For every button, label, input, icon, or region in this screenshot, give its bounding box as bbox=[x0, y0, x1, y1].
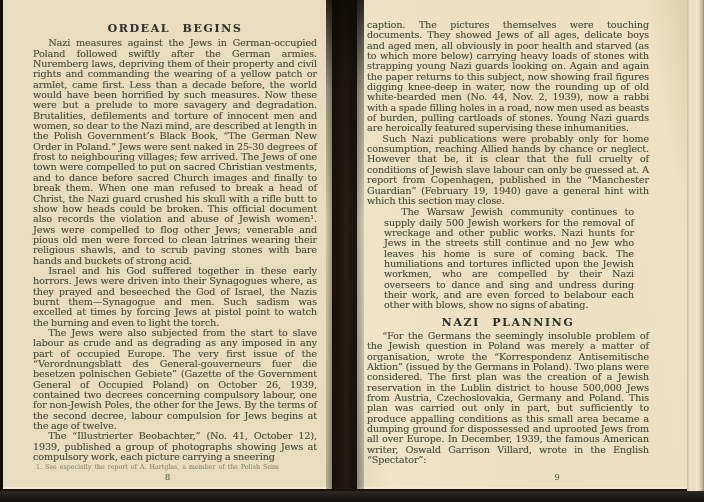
book-bottom-edge bbox=[0, 491, 704, 502]
right-page-number: 9 bbox=[554, 472, 560, 483]
left-page-number: 8 bbox=[164, 472, 171, 483]
book-left-edge bbox=[0, 0, 3, 491]
footnote: 1. See especially the report of A. Hartglas, a member of the Polish Seim bbox=[36, 464, 280, 471]
left-page-paragraph: The Jews were also subjected from the start to slave labour as crude and as degrading as any imposed in any part of occupied Europe. The very first issue of the “Verordnungsblatt des General-gouverneurs fuer die besetzen polnischen Gebiete” (Gazette of the Government General of Occupied Poland) on October 26, 1939, contained two decrees concerning compulsory labour, one for non-Jewish Poles, the other for the Jews. By the terms of the second decree, labour compulsion for Jews begins at the age of twelve. bbox=[33, 327, 317, 433]
book-page-edges bbox=[687, 0, 704, 491]
left-page-paragraph: The “Illustrierter Beobachter,” (No. 41, October 12), 1939, published a group of photographs showing Jews at compulsory work, each picture carrying a sneering bbox=[33, 431, 317, 464]
left-page-paragraph: Israel and his God suffered together in these early horrors. Jews were driven into their Synagogues where, as they prayed and beseeched the God of Israel, the Nazis burnt them—Synagogue and men. Such sadism was excelled at times by forcing Jews at pistol point to watch the burning and even to light the torch. bbox=[33, 265, 317, 329]
right-page bbox=[357, 0, 687, 489]
left-page-paragraph: Nazi measures against the Jews in German-occupied Poland followed swiftly after the German armies. Nuremberg laws, depriving them of their property and civil rights and commanding the wearing of a yellow patch or armlet, came first. Less than a decade before, the world would have been horrified by such measures. Now these were but a prelude to more savagery and degradation. Brutalities, defilements and torture of innocent men and women, so dear to the Nazi mind, are described at length in the Polish Government’s Black Book, “The German New Order in Poland.” Jews were sent naked in 25-30 degrees of frost to neighbouring villages; few arrived. The Jews of one town were compelled to put on sacred Christian vestments, and to dance before sacred Church images and finally to break them. When one man refused to break a head of Christ, the Nazi guard crushed his skull with a rifle butt to show how heads could be broken. This official document also records the violation and abuse of Jewish women¹. Jews were compelled to flog other Jews; venerable and pious old men were forced to clean latrines wearing their religious shawls, and to scrub paving stones with bare hands and buckets of strong acid. bbox=[33, 38, 317, 267]
right-page-paragraph: “For the Germans the seemingly insoluble problem of the Jewish question in Poland was merely a matter of organisation, wrote the “Korrespondenz Antisemitische Aktion” (issued by the Germans in Poland). Two plans were considered. The first plan was the creation of a Jewish reservation in the Lublin district to house 500,000 Jews from Austria, Czechoslovakia, Germany and Poland. This plan was carried out only in part, but sufficiently to produce appalling conditions as this small area became a dumping ground for dispossessed and uprooted Jews from all over Europe. In December, 1939, the famous American writer, Oswald Garrison Villard, wrote in the English “Spectator”: bbox=[367, 330, 649, 467]
left-page bbox=[3, 0, 332, 489]
left-page-heading: ORDEAL BEGINS bbox=[107, 22, 243, 35]
right-page-paragraph: caption. The pictures themselves were touching documents. They showed Jews of all ages, delicate boys and aged men, all obviously in poor health and starved (as to which more below) carrying heavy loads of stones with strapping young Nazi guards looking on. Again and again the paper returns to this subject, now showing frail figures digging knee-deep in water, now the rounding up of old white-bearded men (No. 44, Nov. 2, 1939), now a rabbi with a spade filling holes in a road, now men used as beasts of burden, pulling cartloads of stones. Young Nazi guards are heroically featured supervising these inhumanities. bbox=[367, 20, 649, 135]
right-page-paragraph: Such Nazi publications were probably only for home consumption, reaching Allied hands by chance or neglect. However that be, it is clear that the full cruelty of conditions of Jewish slave labour can only be guessed at. A report from Copenhagen, published in the “Manchester Guardian” (February 19, 1940) gave a general hint with which this section may close. bbox=[367, 133, 649, 207]
blockquote-manchester-guardian: The Warsaw Jewish community continues to supply daily 500 Jewish workers for the removal of wreckage and other public works. Nazi hunts for Jews in the streets still continue and no Jew who leaves his home is sure of coming back. The humiliations and tortures inflicted upon the Jewish workmen, who are compelled by their Nazi overseers to dance and sing and undress during their work, and are even forced to belabour each other with blows, show no signs of abating. bbox=[384, 207, 634, 312]
right-page-heading: NAZI PLANNING bbox=[441, 315, 575, 329]
